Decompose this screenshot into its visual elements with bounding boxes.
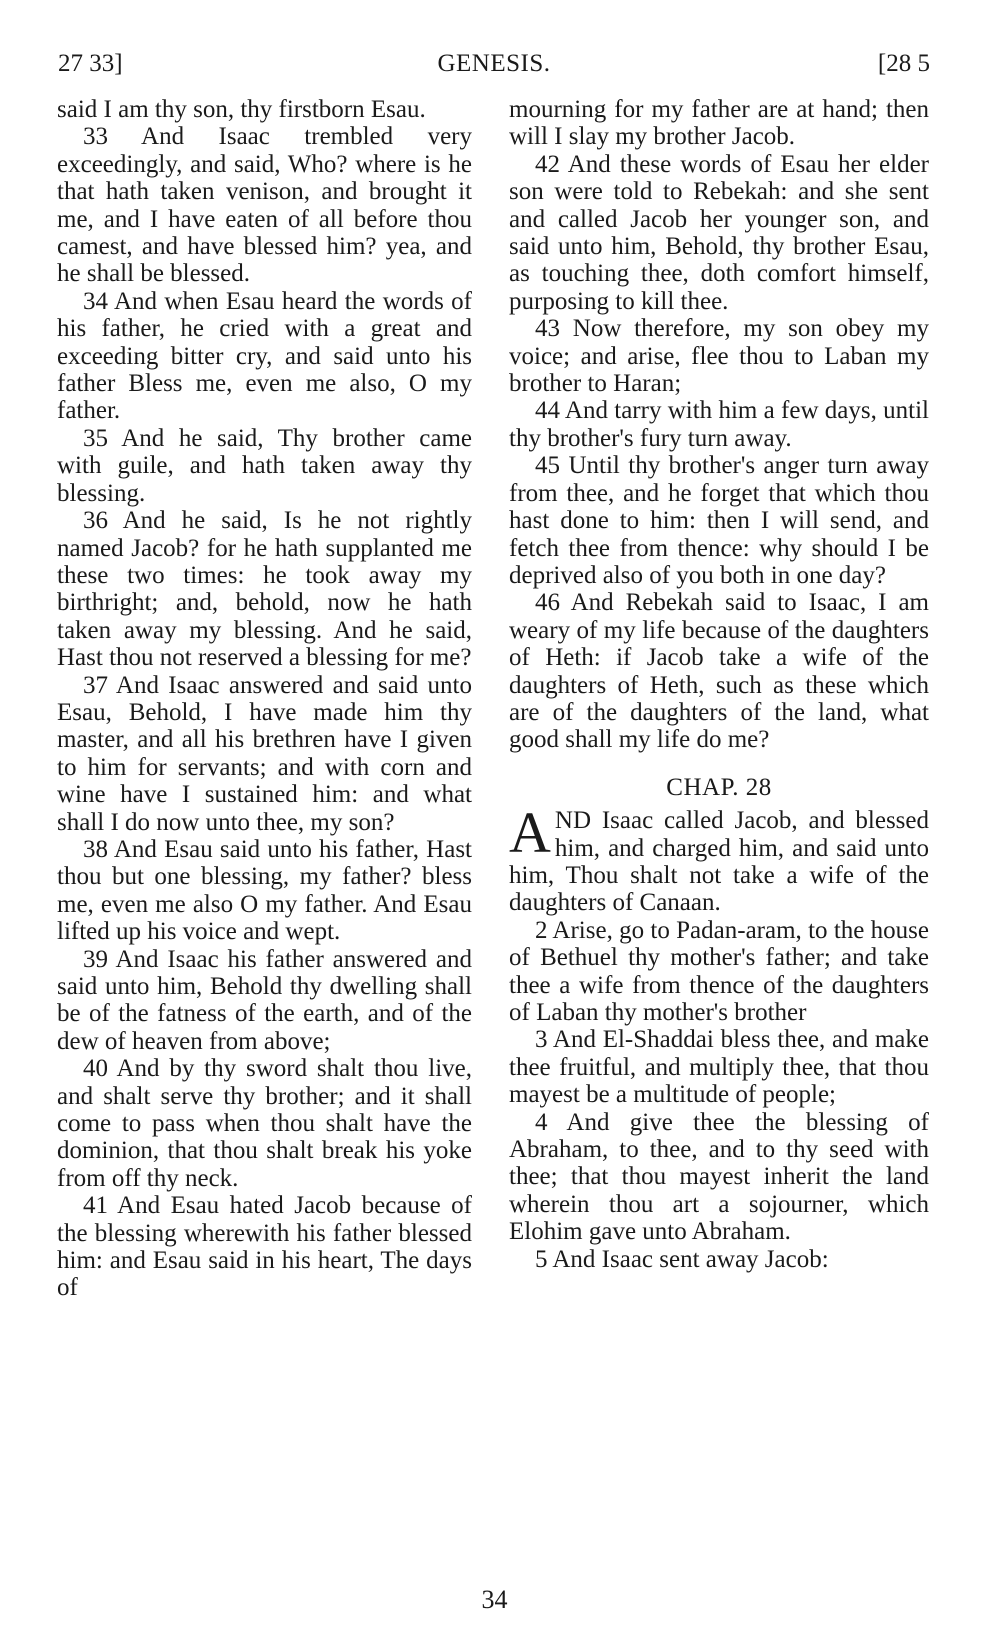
verse-paragraph: 35 And he said, Thy brother came with guile, and hath taken away thy blessing. xyxy=(57,424,472,507)
verse-paragraph: 41 And Esau hated Jacob because of the blessing wherewith his father blessed him: and Esau said in his heart, The days of xyxy=(57,1192,472,1302)
verse-paragraph: 4 And give thee the blessing of Abraham, to thee, and to thy seed with thee; that thou mayest inherit the land wherein thou art a sojourner, which Elohim gave unto Abraham. xyxy=(509,1108,929,1246)
verse-paragraph: 38 And Esau said unto his father, Hast thou but one blessing, my father? bless me, even me also O my father. And Esau lifted up his voice and wept. xyxy=(57,835,472,946)
left-text-column xyxy=(57,96,472,1302)
running-header xyxy=(58,50,930,86)
right-column-verses-bottom xyxy=(509,917,929,1273)
verse-paragraph: 40 And by thy sword shalt thou live, and shalt serve thy brother; and it shall come to pass when thou shalt have the dominion, that thou shalt break his yoke from off thy neck. xyxy=(57,1055,472,1192)
verse-paragraph: mourning for my father are at hand; then will I slay my brother Jacob. xyxy=(509,96,929,151)
chapter-first-verse xyxy=(509,800,929,917)
drop-cap-letter: A xyxy=(509,800,551,866)
verse-paragraph: 39 And Isaac his father answered and said unto him, Behold thy dwelling shall be of the fatness of the earth, and of the dew of heaven from above; xyxy=(57,945,472,1055)
verse-paragraph: 5 And Isaac sent away Jacob: xyxy=(535,1245,829,1273)
right-column-verses-top xyxy=(509,96,929,754)
verse-paragraph: 3 And El-Shaddai bless thee, and make thee fruitful, and multiply thee, that thou mayest be a multitude of people; xyxy=(509,1026,929,1109)
verse-paragraph: 42 And these words of Esau her elder son were told to Rebekah: and she sent and called Jacob her younger son, and said unto him, Behold, thy brother Esau, as touching thee, doth comfort himself, purposing to kill thee. xyxy=(509,150,929,315)
verse-paragraph: 37 And Isaac answered and said unto Esau, Behold, I have made him thy master, and all his brethren have I given to him for servants; and with corn and wine have I sustained him: and what shall I do now unto thee, my son? xyxy=(57,671,472,836)
verse-paragraph: 46 And Rebekah said to Isaac, I am weary of my life because of the daughters of Heth: if Jacob take a wife of the daughters of Heth, such as these which are of the daughters of the land, what good shall my life do me? xyxy=(509,589,929,754)
verse-paragraph: 33 And Isaac trembled very exceedingly, and said, Who? where is he that hath taken venison, and brought it me, and I have eaten of all before thou camest, and have blessed him? yea, and he shall be blessed. xyxy=(57,123,472,288)
header-verse-range-start: 27 33] xyxy=(58,50,123,77)
header-verse-range-end: [28 5 xyxy=(877,50,930,77)
verse-paragraph: 34 And when Esau heard the words of his father, he cried with a great and exceeding bitter cry, and said unto his father Bless me, even me also, O my father. xyxy=(57,287,472,425)
verse-paragraph: 43 Now therefore, my son obey my voice; and arise, flee thou to Laban my brother to Haran; xyxy=(509,315,929,398)
verse-paragraph: 44 And tarry with him a few days, until thy brother's fury turn away. xyxy=(509,397,929,452)
page-number: 34 xyxy=(481,1585,508,1614)
verse-paragraph: 36 And he said, Is he not rightly named Jacob? for he hath supplanted me these two times: he took away my birthright; and, behold, now he hath taken away my blessing. And he said, Hast thou not reserved a blessing for me? xyxy=(57,507,472,672)
verse-paragraph: 45 Until thy brother's anger turn away from thee, and he forget that which thou hast done to him: then I will send, and fetch thee from thence: why should I be deprived also of you both in one day? xyxy=(509,452,929,589)
chapter-heading: CHAP. 28 xyxy=(666,773,772,801)
header-book-title: GENESIS. xyxy=(437,50,551,77)
chapter-first-verse-text: ND Isaac called Jacob, and blessed him, and charged him, and said unto him, Thou shalt not take a wife of the daughters of Canaan. xyxy=(509,807,929,917)
right-text-column xyxy=(509,96,929,1273)
verse-paragraph: said I am thy son, thy firstborn Esau. xyxy=(57,96,426,123)
verse-paragraph: 2 Arise, go to Padan-aram, to the house of Bethuel thy mother's father; and take thee a wife from thence of the daughters of Laban thy mother's brother xyxy=(509,916,929,1026)
